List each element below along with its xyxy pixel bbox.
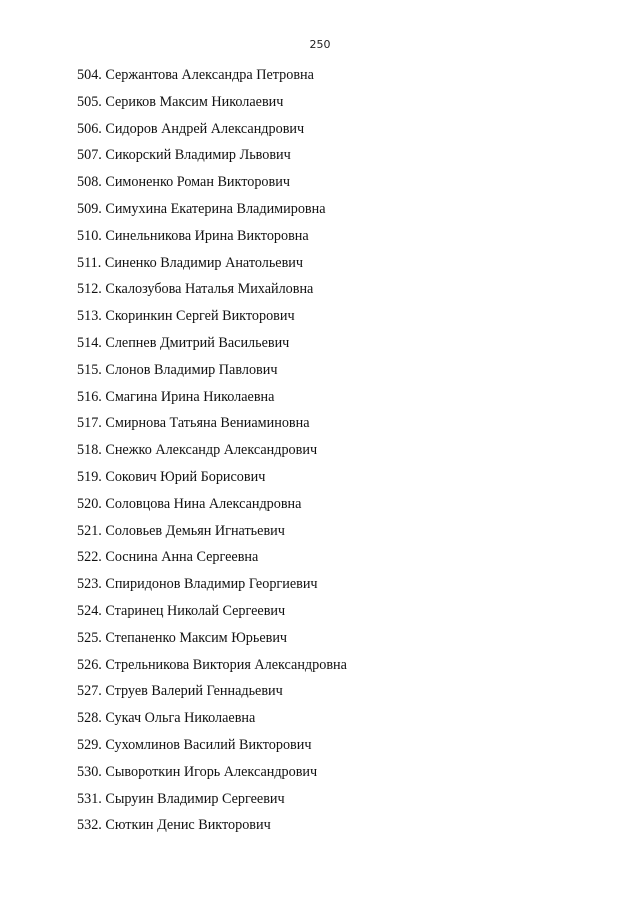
list-item: [77, 93, 347, 120]
entry-name: Соловьев Демьян Игнатьевич: [105, 522, 285, 539]
entry-name: Слонов Владимир Павлович: [105, 361, 278, 378]
entry-number: 525.: [77, 629, 102, 646]
list-item: [77, 763, 347, 790]
list-item: [77, 334, 347, 361]
entry-number: 518.: [77, 442, 102, 459]
entry-name: Снежко Александр Александрович: [105, 442, 318, 459]
list-item: [77, 816, 347, 843]
entry-name: Сыруин Владимир Сергеевич: [105, 790, 285, 807]
entry-name: Слепнев Дмитрий Васильевич: [105, 334, 290, 351]
list-item: [77, 602, 347, 629]
entry-name: Сюткин Денис Викторович: [105, 817, 271, 834]
entry-number: 521.: [77, 522, 102, 539]
list-item: [77, 361, 347, 388]
list-item: [77, 307, 347, 334]
entry-number: 505.: [77, 93, 102, 110]
entry-name: Струев Валерий Геннадьевич: [105, 683, 283, 700]
list-item: [77, 790, 347, 817]
entry-number: 506.: [77, 120, 102, 137]
entry-name: Сикорский Владимир Львович: [105, 147, 291, 164]
list-item: [77, 441, 347, 468]
page-number: 250: [309, 38, 331, 51]
list-item: [77, 173, 347, 200]
entry-number: 532.: [77, 817, 102, 834]
list-item: [77, 656, 347, 683]
entry-number: 507.: [77, 147, 102, 164]
entry-name: Сывороткин Игорь Александрович: [105, 763, 318, 780]
entry-number: 520.: [77, 495, 102, 512]
list-item: [77, 200, 347, 227]
list-item: [77, 575, 347, 602]
list-item: [77, 682, 347, 709]
entry-number: 515.: [77, 361, 102, 378]
entry-number: 514.: [77, 334, 102, 351]
entry-number: 519.: [77, 468, 102, 485]
entry-number: 509.: [77, 200, 102, 217]
entry-name: Старинец Николай Сергеевич: [105, 602, 286, 619]
list-item: [77, 495, 347, 522]
list-item: [77, 227, 347, 254]
list-item: [77, 414, 347, 441]
entry-number: 512.: [77, 281, 102, 298]
entry-number: 523.: [77, 576, 102, 593]
entry-name: Симоненко Роман Викторович: [105, 174, 290, 191]
entry-number: 522.: [77, 549, 102, 566]
list-item: [77, 254, 347, 281]
list-item: [77, 388, 347, 415]
entry-name: Смирнова Татьяна Вениаминовна: [105, 415, 310, 432]
entry-name: Скоринкин Сергей Викторович: [105, 308, 295, 325]
list-item: [77, 709, 347, 736]
entry-name: Степаненко Максим Юрьевич: [105, 629, 288, 646]
entry-number: 504.: [77, 67, 102, 83]
entry-name: Спиридонов Владимир Георгиевич: [105, 576, 318, 593]
list-item: [77, 548, 347, 575]
entry-name: Сухомлинов Василий Викторович: [105, 736, 312, 753]
entry-name: Синельникова Ирина Викторовна: [105, 227, 309, 244]
entry-number: 513.: [77, 308, 102, 325]
name-list: [77, 66, 347, 843]
list-item: [77, 468, 347, 495]
entry-number: 528.: [77, 710, 102, 727]
entry-number: 527.: [77, 683, 102, 700]
entry-number: 510.: [77, 227, 102, 244]
list-item: [77, 629, 347, 656]
list-item: [77, 736, 347, 763]
entry-name: Сукач Ольга Николаевна: [105, 710, 256, 727]
entry-number: 517.: [77, 415, 102, 432]
entry-number: 530.: [77, 763, 102, 780]
entry-number: 524.: [77, 602, 102, 619]
list-item: [77, 120, 347, 147]
list-item: [77, 146, 347, 173]
list-item: [77, 522, 347, 549]
entry-name: Сериков Максим Николаевич: [105, 93, 284, 110]
entry-number: 526.: [77, 656, 102, 673]
entry-name: Сержантова Александра Петровна: [105, 67, 314, 83]
entry-name: Соснина Анна Сергеевна: [105, 549, 259, 566]
entry-name: Соловцова Нина Александровна: [105, 495, 302, 512]
entry-name: Смагина Ирина Николаевна: [105, 388, 275, 405]
list-item: [77, 66, 347, 93]
entry-number: 508.: [77, 174, 102, 191]
entry-number: 531.: [77, 790, 102, 807]
entry-number: 529.: [77, 736, 102, 753]
entry-name: Симухина Екатерина Владимировна: [105, 200, 326, 217]
entry-name: Синенко Владимир Анатольевич: [104, 254, 304, 271]
entry-number: 511.: [77, 254, 102, 271]
entry-name: Скалозубова Наталья Михайловна: [105, 281, 314, 298]
entry-name: Стрельникова Виктория Александровна: [105, 656, 347, 673]
entry-name: Сокович Юрий Борисович: [105, 468, 266, 485]
entry-name: Сидоров Андрей Александрович: [105, 120, 305, 137]
list-item: [77, 280, 347, 307]
entry-number: 516.: [77, 388, 102, 405]
